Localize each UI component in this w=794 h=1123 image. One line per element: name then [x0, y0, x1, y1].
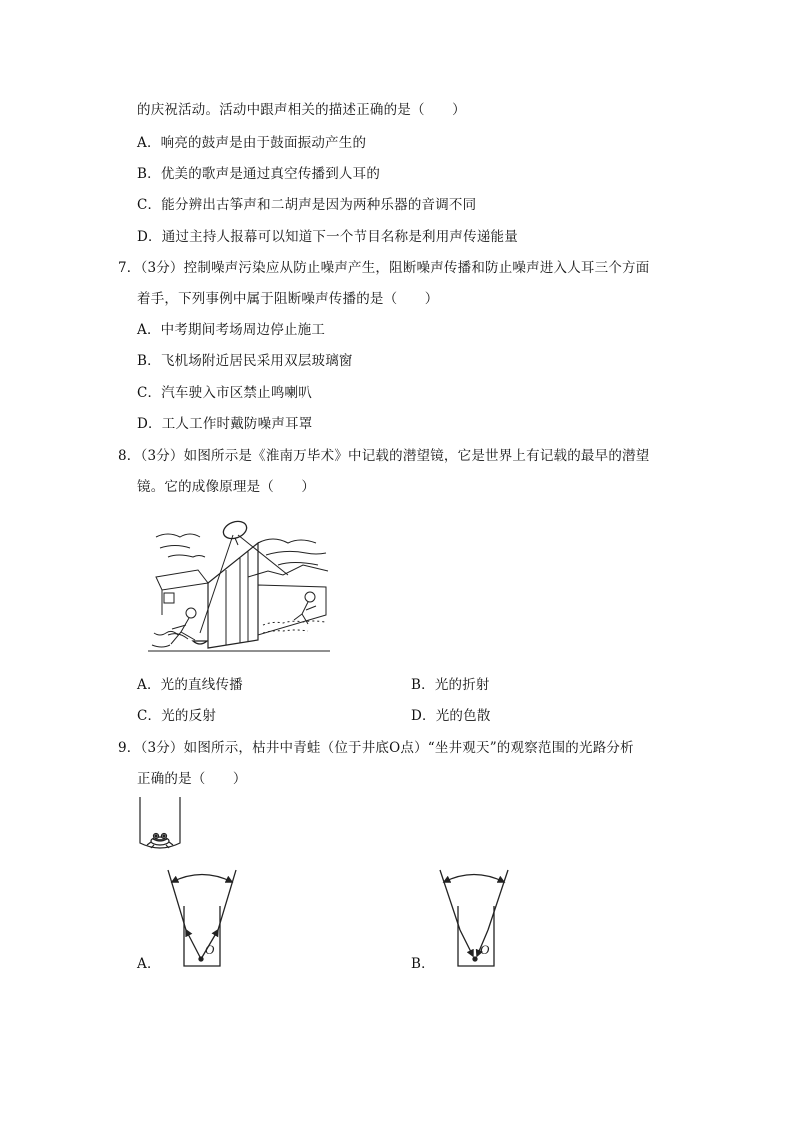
- q9-b-point-label: O: [480, 942, 490, 957]
- q9-stem-line2: 正确的是（ ）: [137, 771, 247, 787]
- q8-option-b[interactable]: B．光的折射: [411, 677, 490, 693]
- q9-option-b-diagram[interactable]: [432, 862, 512, 970]
- frog-in-well-figure: [136, 795, 184, 857]
- q8-option-d[interactable]: D．光的色散: [411, 708, 491, 724]
- q7-option-b[interactable]: B．飞机场附近居民采用双层玻璃窗: [137, 353, 353, 369]
- q6-option-a[interactable]: A．响亮的鼓声是由于鼓面振动产生的: [137, 135, 367, 151]
- q6-option-d[interactable]: D．通过主持人报幕可以知道下一个节目名称是利用声传递能量: [137, 229, 518, 245]
- periscope-illustration: [148, 515, 330, 655]
- q8-option-a[interactable]: A．光的直线传播: [137, 677, 243, 693]
- q9-option-a-label[interactable]: A．: [137, 956, 161, 972]
- q9-a-point-label: O: [205, 942, 215, 957]
- q8-stem-line1: 8．（3分）如图所示是《淮南万毕术》中记载的潜望镜，它是世界上有记载的最早的潜望: [118, 448, 650, 464]
- q8-stem-line2: 镜。它的成像原理是（ ）: [137, 479, 316, 495]
- q6-option-b[interactable]: B．优美的歌声是通过真空传播到人耳的: [137, 166, 381, 182]
- q7-stem-line2: 着手，下列事例中属于阻断噪声传播的是（ ）: [137, 291, 439, 307]
- q9-option-b-label[interactable]: B．: [411, 956, 435, 972]
- q6-stem-continued: 的庆祝活动。活动中跟声相关的描述正确的是（ ）: [137, 102, 466, 118]
- q9-option-a-diagram[interactable]: [160, 862, 240, 970]
- q7-option-a[interactable]: A．中考期间考场周边停止施工: [137, 322, 326, 338]
- q8-option-c[interactable]: C．光的反射: [137, 708, 217, 724]
- q7-option-d[interactable]: D．工人工作时戴防噪声耳罩: [137, 416, 313, 432]
- q6-option-c[interactable]: C．能分辨出古筝声和二胡声是因为两种乐器的音调不同: [137, 197, 477, 213]
- q7-stem-line1: 7．（3分）控制噪声污染应从防止噪声产生，阻断噪声传播和防止噪声进入人耳三个方面: [118, 260, 650, 276]
- q9-stem-line1: 9．（3分）如图所示，枯井中青蛙（位于井底O点）“坐井观天”的观察范围的光路分析: [118, 740, 634, 756]
- q7-option-c[interactable]: C．汽车驶入市区禁止鸣喇叭: [137, 385, 312, 401]
